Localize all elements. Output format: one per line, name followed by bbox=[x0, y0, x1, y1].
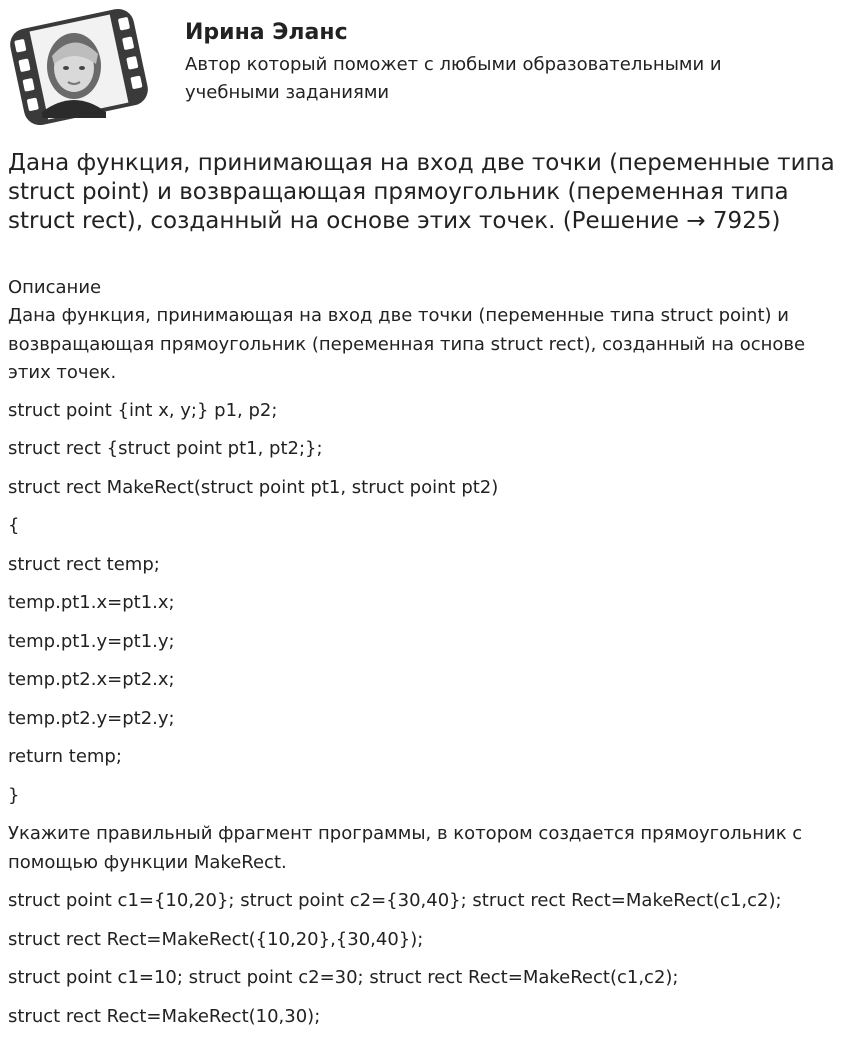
code-line: struct point {int x, y;} p1, p2; bbox=[8, 400, 278, 421]
question-text: Укажите правильный фрагмент программы, в котором создается прямоугольник с помощью функции MakeRect. bbox=[8, 823, 803, 873]
code-line: temp.pt1.y=pt1.y; bbox=[8, 631, 175, 652]
answer-option: struct point c1={10,20}; struct point c2={30,40}; struct rect Rect=MakeRect(c1,c2); bbox=[8, 890, 782, 911]
author-bio: Автор который поможет с любыми образовательными и учебными заданиями bbox=[185, 54, 722, 103]
author-avatar bbox=[8, 8, 150, 126]
code-line: temp.pt1.x=pt1.x; bbox=[8, 592, 175, 613]
code-line: return temp; bbox=[8, 746, 122, 767]
page-title: Дана функция, принимающая на вход две точки (переменные типа struct point) и возвращающая прямоугольник (переменная типа struct rect), созданный на основе этих точек. (Решение → 7925) bbox=[8, 150, 835, 234]
description-label: Описание bbox=[8, 277, 102, 298]
code-line: temp.pt2.x=pt2.x; bbox=[8, 669, 175, 690]
code-line: struct rect temp; bbox=[8, 554, 160, 575]
author-card bbox=[8, 8, 838, 128]
answer-option: struct rect Rect=MakeRect(10,30); bbox=[8, 1006, 321, 1027]
answer-option: struct point c1=10; struct point c2=30; struct rect Rect=MakeRect(c1,c2); bbox=[8, 967, 679, 988]
code-line: struct rect {struct point pt1, pt2;}; bbox=[8, 438, 323, 459]
code-line: } bbox=[8, 785, 20, 806]
code-line: struct rect MakeRect(struct point pt1, struct point pt2) bbox=[8, 477, 499, 498]
code-line: temp.pt2.y=pt2.y; bbox=[8, 708, 175, 729]
description-text: Дана функция, принимающая на вход две точки (переменные типа struct point) и возвращающая прямоугольник (переменная типа struct rect), созданный на основе этих точек. bbox=[8, 305, 806, 383]
answer-option: struct rect Rect=MakeRect({10,20},{30,40}); bbox=[8, 929, 424, 950]
author-name: Ирина Эланс bbox=[185, 20, 348, 45]
code-line: { bbox=[8, 515, 20, 536]
